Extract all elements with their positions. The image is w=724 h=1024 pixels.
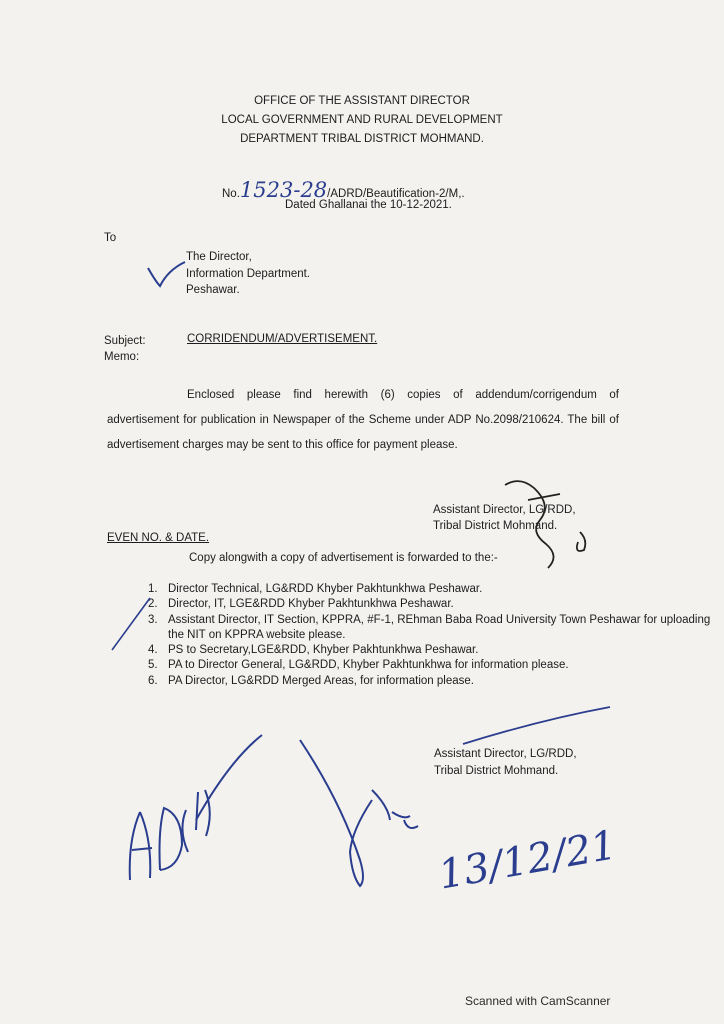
handwritten-reference-number: 1523-28 bbox=[239, 178, 328, 202]
distribution-item-number: 6. bbox=[148, 674, 158, 687]
even-no-heading: EVEN NO. & DATE. bbox=[107, 532, 210, 544]
reference-prefix: No. bbox=[222, 188, 240, 200]
addressee-line-1: The Director, bbox=[186, 251, 252, 263]
letterhead-line-2: LOCAL GOVERNMENT AND RURAL DEVELOPMENT bbox=[221, 114, 503, 126]
distribution-item bbox=[148, 613, 724, 644]
distribution-item-text: Director, IT, LGE&RDD Khyber Pakhtunkhwa Peshawar. bbox=[168, 598, 454, 611]
distribution-item-number: 2. bbox=[148, 598, 158, 611]
distribution-item bbox=[148, 582, 724, 597]
slash-mark-icon bbox=[112, 598, 150, 650]
memo-label: Memo: bbox=[104, 351, 140, 363]
signature-1-line-1: Assistant Director, LG/RDD, bbox=[433, 504, 576, 516]
letterhead-line-3: DEPARTMENT TRIBAL DISTRICT MOHMAND. bbox=[240, 133, 484, 145]
subject-label: Subject: bbox=[104, 335, 146, 347]
subject-value: CORRIDENDUM/ADVERTISEMENT. bbox=[187, 333, 378, 345]
distribution-item-number: 3. bbox=[148, 613, 158, 626]
addressee-block bbox=[186, 249, 310, 299]
distribution-item-text: PA Director, LG&RDD Merged Areas, for information please. bbox=[168, 674, 474, 687]
scanner-watermark: Scanned with CamScanner bbox=[465, 994, 611, 1008]
to-label: To bbox=[104, 232, 117, 244]
distribution-list bbox=[148, 582, 724, 689]
distribution-item-text: PS to Secretary,LGE&RDD, Khyber Pakhtunkhwa Peshawar. bbox=[168, 644, 479, 657]
signature-block-1 bbox=[433, 502, 576, 534]
addressee-line-2: Information Department. bbox=[186, 267, 311, 280]
addressee-line-3: Peshawar. bbox=[186, 284, 240, 296]
signature-block-2 bbox=[434, 746, 577, 780]
distribution-item-text: Assistant Director, IT Section, KPPRA, #F-1, REhman Baba Road University Town Peshawar for uploading the NIT on KPPRA website please. bbox=[168, 613, 711, 641]
handwritten-flourish-icon bbox=[300, 740, 418, 886]
handwritten-initials-icon bbox=[130, 735, 262, 880]
distribution-item-text: Director Technical, LG&RDD Khyber Pakhtunkhwa Peshawar. bbox=[168, 583, 483, 595]
signature-1-line-2: Tribal District Mohmand. bbox=[433, 520, 558, 532]
distribution-item-number: 1. bbox=[148, 583, 158, 595]
signature-2-line-1: Assistant Director, LG/RDD, bbox=[434, 748, 577, 760]
copy-forward-line: Copy alongwith a copy of advertisement is forwarded to the:- bbox=[189, 552, 498, 564]
subject-labels bbox=[104, 333, 146, 365]
reference-suffix: /ADRD/Beautification-2/M,. bbox=[327, 188, 465, 200]
handwritten-date: 13/12/21 bbox=[435, 822, 621, 899]
distribution-item-number: 4. bbox=[148, 644, 158, 657]
distribution-item bbox=[148, 597, 724, 612]
tick-mark-icon bbox=[148, 262, 185, 286]
distribution-item-number: 5. bbox=[148, 659, 158, 672]
letterhead bbox=[0, 92, 724, 149]
signature-2-stroke-icon bbox=[463, 707, 610, 744]
distribution-item bbox=[148, 674, 724, 689]
memo-body bbox=[107, 383, 619, 458]
dated-line: Dated Ghallanai the 10-12-2021. bbox=[285, 199, 452, 211]
memo-body-text: Enclosed please find herewith (6) copies of addendum/corrigendum of advertisement for publication in Newspaper of the Scheme under ADP No.2098/210624. The bill of advertisement charges may be sent to this office for payment please. bbox=[107, 389, 619, 451]
distribution-item bbox=[148, 643, 724, 658]
letterhead-line-1: OFFICE OF THE ASSISTANT DIRECTOR bbox=[254, 95, 470, 107]
signature-2-line-2: Tribal District Mohmand. bbox=[434, 765, 559, 777]
distribution-item bbox=[148, 658, 724, 673]
distribution-item-text: PA to Director General, LG&RDD, Khyber Pakhtunkhwa for information please. bbox=[168, 659, 569, 672]
